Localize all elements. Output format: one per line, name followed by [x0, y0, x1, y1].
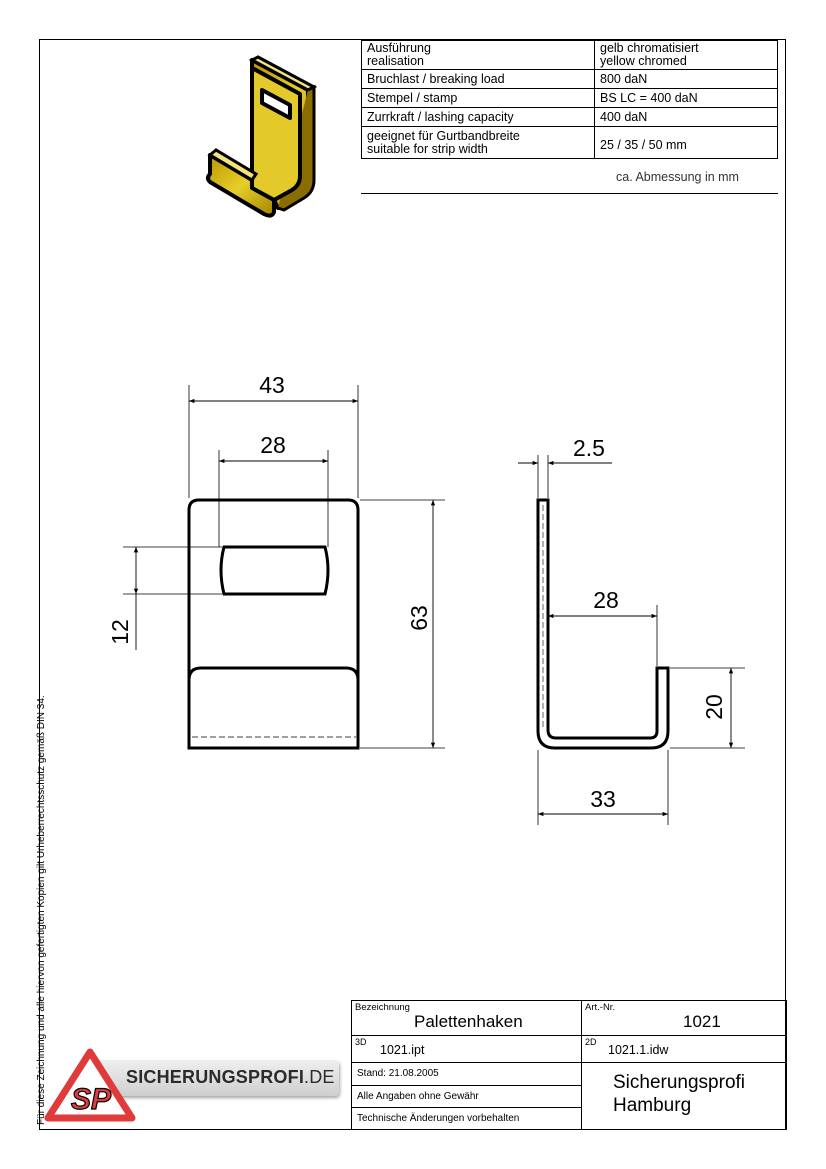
title-block-2d-file — [581, 1035, 787, 1063]
title-block-designation — [351, 1000, 582, 1036]
company-name: Sicherungsprofi — [613, 1072, 746, 1093]
sp-logo-badge — [44, 1048, 136, 1124]
spec-label: Bruchlast / breaking load — [367, 71, 505, 86]
spec-value: 800 daN — [600, 71, 648, 86]
title-block-3d-file — [351, 1035, 582, 1063]
spec-label-en: suitable for strip width — [367, 141, 488, 156]
title-block-changes — [351, 1107, 582, 1130]
dim-label-thickness: 2.5 — [573, 435, 605, 461]
dim-label-front-width: 43 — [259, 372, 285, 398]
dim-label-outer-depth: 33 — [590, 786, 616, 812]
title-block-article-number — [581, 1000, 787, 1036]
spec-label-en: realisation — [367, 54, 424, 68]
spec-value: BS LC = 400 daN — [600, 90, 698, 105]
dim-label-slot-width: 28 — [260, 432, 286, 458]
article-number-value: 1021 — [683, 1012, 721, 1031]
spec-label: Stempel / stamp — [367, 90, 458, 105]
sp-logo-text: SP — [70, 1083, 112, 1116]
copyright-side-note: Für diese Zeichnung und alle hiervon gefertigten Kopien gilt Urheberrechtsschutz gemäß DIN 34. — [36, 695, 47, 1125]
slot-outline — [221, 547, 328, 594]
spec-value: 400 daN — [600, 109, 648, 124]
designation-label: Bezeichnung — [355, 1002, 410, 1013]
dim-label-lip-height: 20 — [701, 694, 727, 720]
2d-prefix: 2D — [585, 1037, 597, 1047]
title-block-date — [351, 1062, 582, 1086]
disclaimer-text: Alle Angaben ohne Gewähr — [357, 1091, 479, 1102]
designation-value: Palettenhaken — [414, 1012, 523, 1031]
side-view-outline — [538, 500, 668, 748]
dimension-note: ca. Abmessung in mm — [616, 170, 739, 184]
3d-file-name: 1021.ipt — [380, 1043, 425, 1057]
spec-value: 25 / 35 / 50 mm — [600, 137, 687, 152]
dim-label-slot-height: 12 — [107, 619, 133, 645]
spec-value-en: yellow chromed — [600, 54, 687, 68]
logo-name-suffix: .DE — [304, 1067, 335, 1087]
front-view-bend-line — [189, 668, 358, 680]
spec-label: Ausführung — [367, 41, 431, 55]
changes-text: Technische Änderungen vorbehalten — [357, 1113, 520, 1124]
title-block-company — [581, 1062, 787, 1130]
logo-name-bold: SICHERUNGSPROFI — [126, 1067, 305, 1087]
spec-value: gelb chromatisiert — [600, 41, 699, 55]
company-city: Hamburg — [613, 1095, 692, 1116]
dim-label-inner-depth: 28 — [593, 587, 619, 613]
dim-label-front-height: 63 — [406, 605, 432, 631]
title-block-disclaimer — [351, 1085, 582, 1108]
3d-prefix: 3D — [355, 1037, 367, 1047]
date-stand: Stand: 21.08.2005 — [357, 1068, 439, 1079]
article-number-label: Art.-Nr. — [585, 1002, 616, 1013]
logo-wordmark — [126, 1067, 335, 1088]
front-view-outline — [189, 500, 358, 748]
spec-label: geeignet für Gurtbandbreite — [367, 128, 520, 143]
2d-file-name: 1021.1.idw — [608, 1043, 669, 1057]
spec-label: Zurrkraft / lashing capacity — [367, 109, 514, 124]
